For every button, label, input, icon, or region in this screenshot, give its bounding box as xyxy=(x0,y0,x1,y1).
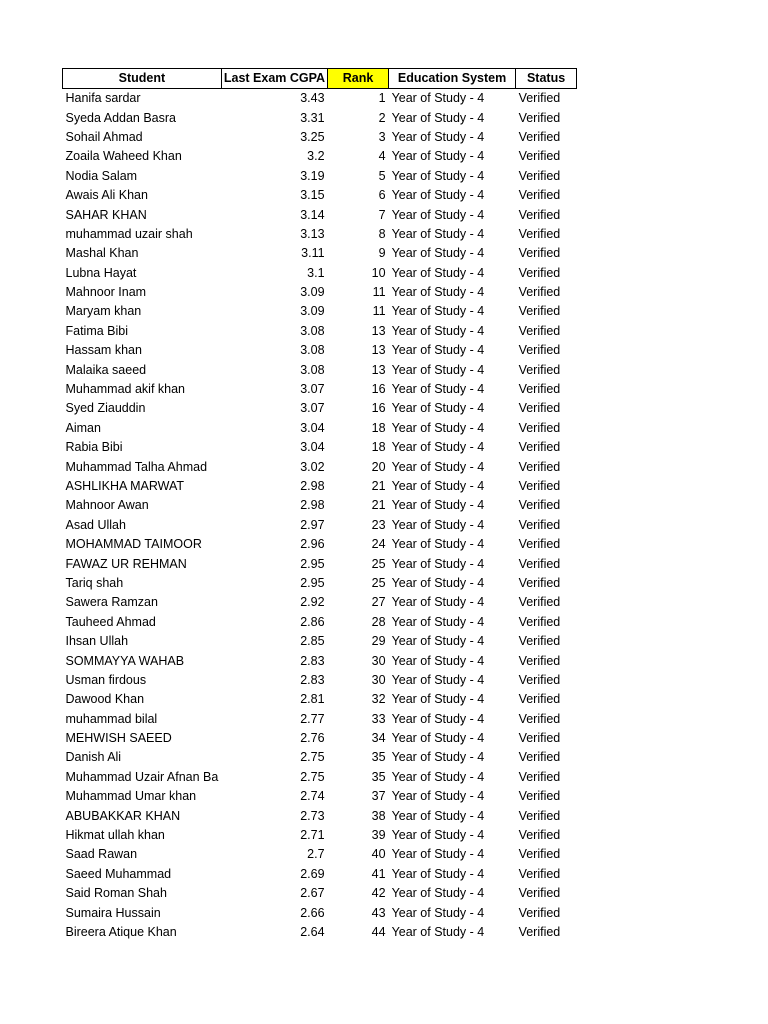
rank-cell[interactable]: 29 xyxy=(371,634,386,649)
education-system-cell[interactable]: Year of Study - 4 xyxy=(391,129,485,144)
cgpa-cell[interactable]: 2.83 xyxy=(300,672,325,687)
table-row xyxy=(63,380,577,399)
cgpa-cell[interactable]: 3.04 xyxy=(300,440,325,455)
student-ranking-table xyxy=(62,68,577,942)
cgpa-cell[interactable]: 2.69 xyxy=(300,866,325,881)
education-system-cell[interactable]: Year of Study - 4 xyxy=(391,575,485,590)
education-system-cell[interactable]: Year of Study - 4 xyxy=(391,304,485,319)
education-system-cell[interactable]: Year of Study - 4 xyxy=(391,886,485,901)
student-name-cell[interactable]: Muhammad akif khan xyxy=(65,382,186,397)
table-row xyxy=(63,457,577,476)
status-cell[interactable]: Verified xyxy=(518,91,561,106)
status-cell[interactable]: Verified xyxy=(518,285,561,300)
rank-cell[interactable]: 20 xyxy=(371,459,386,474)
table-row xyxy=(63,341,577,360)
student-name-cell[interactable]: Sawera Ramzan xyxy=(65,595,158,610)
table-row xyxy=(63,302,577,321)
student-name-cell[interactable]: Lubna Hayat xyxy=(65,265,137,280)
student-name-cell[interactable]: Syeda Addan Basra xyxy=(65,110,176,125)
education-system-cell[interactable]: Year of Study - 4 xyxy=(391,789,485,804)
table-row xyxy=(63,225,577,244)
cgpa-cell[interactable]: 3.09 xyxy=(300,304,325,319)
student-name-cell[interactable]: Muhammad Umar khan xyxy=(65,789,197,804)
status-cell[interactable]: Verified xyxy=(518,866,561,881)
table-row xyxy=(63,419,577,438)
status-cell[interactable]: Verified xyxy=(518,459,561,474)
table-row xyxy=(63,322,577,341)
education-system-cell[interactable]: Year of Study - 4 xyxy=(391,614,485,629)
rank-cell[interactable]: 23 xyxy=(371,517,386,532)
student-name-cell[interactable]: Tariq shah xyxy=(65,575,124,590)
rank-cell[interactable]: 42 xyxy=(371,886,386,901)
cgpa-cell[interactable]: 2.76 xyxy=(300,731,325,746)
rank-cell[interactable]: 18 xyxy=(371,440,386,455)
education-system-cell[interactable]: Year of Study - 4 xyxy=(391,808,485,823)
cgpa-cell[interactable]: 2.85 xyxy=(300,634,325,649)
table-body xyxy=(63,89,577,943)
table-row xyxy=(63,593,577,612)
rank-cell[interactable]: 32 xyxy=(371,692,386,707)
table-row xyxy=(63,865,577,884)
education-system-cell[interactable]: Year of Study - 4 xyxy=(391,924,485,939)
rank-cell[interactable]: 5 xyxy=(378,168,386,183)
rank-cell[interactable]: 39 xyxy=(371,828,386,843)
status-cell[interactable]: Verified xyxy=(518,886,561,901)
cgpa-cell[interactable]: 3.08 xyxy=(300,362,325,377)
cgpa-cell[interactable]: 2.7 xyxy=(307,847,325,862)
status-cell[interactable]: Verified xyxy=(518,614,561,629)
table-row xyxy=(63,690,577,709)
rank-cell[interactable]: 38 xyxy=(371,808,386,823)
education-system-cell[interactable]: Year of Study - 4 xyxy=(391,420,485,435)
cgpa-cell[interactable]: 2.92 xyxy=(300,595,325,610)
status-cell[interactable]: Verified xyxy=(518,828,561,843)
rank-cell[interactable]: 4 xyxy=(378,149,386,164)
rank-cell[interactable]: 18 xyxy=(371,420,386,435)
cgpa-cell[interactable]: 3.2 xyxy=(307,149,325,164)
status-cell[interactable]: Verified xyxy=(518,653,561,668)
table-row xyxy=(63,516,577,535)
student-name-cell[interactable]: Awais Ali Khan xyxy=(65,188,148,203)
education-system-cell[interactable]: Year of Study - 4 xyxy=(391,226,485,241)
status-cell[interactable]: Verified xyxy=(518,265,561,280)
cgpa-cell[interactable]: 3.02 xyxy=(300,459,325,474)
rank-cell[interactable]: 33 xyxy=(371,711,386,726)
student-name-cell[interactable]: Saad Rawan xyxy=(65,847,138,862)
status-cell[interactable]: Verified xyxy=(518,207,561,222)
rank-cell[interactable]: 44 xyxy=(371,924,386,939)
rank-cell[interactable]: 7 xyxy=(378,207,386,222)
education-system-cell[interactable]: Year of Study - 4 xyxy=(391,343,485,358)
education-system-cell[interactable]: Year of Study - 4 xyxy=(391,537,485,552)
cgpa-cell[interactable]: 2.81 xyxy=(300,692,325,707)
header-row xyxy=(63,69,577,89)
student-name-cell[interactable]: MOHAMMAD TAIMOOR xyxy=(65,537,202,552)
cgpa-cell[interactable]: 2.71 xyxy=(300,828,325,843)
cgpa-cell[interactable]: 2.73 xyxy=(300,808,325,823)
student-name-cell[interactable]: SAHAR KHAN xyxy=(65,207,147,222)
cgpa-cell[interactable]: 2.67 xyxy=(300,886,325,901)
rank-cell[interactable]: 1 xyxy=(378,91,386,106)
rank-cell[interactable]: 35 xyxy=(371,769,386,784)
education-system-cell[interactable]: Year of Study - 4 xyxy=(391,653,485,668)
status-cell[interactable]: Verified xyxy=(518,731,561,746)
cgpa-cell[interactable]: 2.95 xyxy=(300,575,325,590)
student-name-cell[interactable]: Bireera Atique Khan xyxy=(65,924,177,939)
rank-cell[interactable]: 27 xyxy=(371,595,386,610)
table-row xyxy=(63,438,577,457)
rank-cell[interactable]: 30 xyxy=(371,672,386,687)
student-name-cell[interactable]: Maryam khan xyxy=(65,304,142,319)
table-row xyxy=(63,186,577,205)
cgpa-cell[interactable]: 2.75 xyxy=(300,750,325,765)
education-system-cell[interactable]: Year of Study - 4 xyxy=(391,207,485,222)
table-row xyxy=(63,360,577,379)
status-cell[interactable]: Verified xyxy=(518,692,561,707)
rank-cell[interactable]: 11 xyxy=(372,285,386,300)
table-row xyxy=(63,283,577,302)
student-name-cell[interactable]: Danish Ali xyxy=(65,750,122,765)
cgpa-cell[interactable]: 3.04 xyxy=(300,420,325,435)
table-row xyxy=(63,632,577,651)
table-row xyxy=(63,399,577,418)
education-system-cell[interactable]: Year of Study - 4 xyxy=(391,149,485,164)
status-cell[interactable]: Verified xyxy=(518,362,561,377)
rank-cell[interactable]: 28 xyxy=(371,614,386,629)
education-system-cell[interactable]: Year of Study - 4 xyxy=(391,595,485,610)
student-name-cell[interactable]: Dawood Khan xyxy=(65,692,145,707)
education-system-cell[interactable]: Year of Study - 4 xyxy=(391,246,485,261)
student-name-cell[interactable]: Fatima Bibi xyxy=(65,323,129,338)
rank-cell[interactable]: 41 xyxy=(371,866,386,881)
student-name-cell[interactable]: Sohail Ahmad xyxy=(65,129,143,144)
rank-cell[interactable]: 40 xyxy=(371,847,386,862)
cgpa-cell[interactable]: 3.14 xyxy=(300,207,325,222)
cgpa-cell[interactable]: 2.66 xyxy=(300,905,325,920)
rank-cell[interactable]: 16 xyxy=(371,401,386,416)
education-system-cell[interactable]: Year of Study - 4 xyxy=(391,382,485,397)
cgpa-cell[interactable]: 3.13 xyxy=(300,226,325,241)
rank-cell[interactable]: 37 xyxy=(371,789,386,804)
status-cell[interactable]: Verified xyxy=(518,924,561,939)
cgpa-cell[interactable]: 3.11 xyxy=(301,246,325,261)
cgpa-cell[interactable]: 3.25 xyxy=(300,129,325,144)
cgpa-cell[interactable]: 3.43 xyxy=(300,91,325,106)
status-cell[interactable]: Verified xyxy=(518,440,561,455)
table-row xyxy=(63,651,577,670)
rank-cell[interactable]: 30 xyxy=(371,653,386,668)
cgpa-cell[interactable]: 3.09 xyxy=(300,285,325,300)
education-system-cell[interactable]: Year of Study - 4 xyxy=(391,711,485,726)
education-system-cell[interactable]: Year of Study - 4 xyxy=(391,828,485,843)
status-cell[interactable]: Verified xyxy=(518,188,561,203)
status-cell[interactable]: Verified xyxy=(518,420,561,435)
table-row xyxy=(63,768,577,787)
status-cell[interactable]: Verified xyxy=(518,808,561,823)
cgpa-cell[interactable]: 3.08 xyxy=(300,323,325,338)
table-row xyxy=(63,264,577,283)
education-system-cell[interactable]: Year of Study - 4 xyxy=(391,168,485,183)
student-name-cell[interactable]: Malaika saeed xyxy=(65,362,147,377)
student-name-cell[interactable]: ASHLIKHA MARWAT xyxy=(65,479,185,493)
table-row xyxy=(63,535,577,554)
header-status[interactable]: Status xyxy=(516,69,577,89)
rank-cell[interactable]: 13 xyxy=(371,343,386,358)
status-cell[interactable]: Verified xyxy=(518,847,561,862)
table-row xyxy=(63,671,577,690)
education-system-cell[interactable]: Year of Study - 4 xyxy=(391,285,485,300)
cgpa-cell[interactable]: 3.19 xyxy=(300,168,325,183)
header-cgpa[interactable]: Last Exam CGPA xyxy=(221,69,327,89)
status-cell[interactable]: Verified xyxy=(518,246,561,261)
student-name-cell[interactable]: Usman firdous xyxy=(65,672,147,687)
status-cell[interactable]: Verified xyxy=(518,595,561,610)
table-row xyxy=(63,128,577,147)
rank-cell[interactable]: 11 xyxy=(372,304,386,319)
status-cell[interactable]: Verified xyxy=(518,905,561,920)
table-row xyxy=(63,496,577,515)
table-row xyxy=(63,244,577,263)
table-row xyxy=(63,147,577,166)
education-system-cell[interactable]: Year of Study - 4 xyxy=(391,731,485,746)
education-system-cell[interactable]: Year of Study - 4 xyxy=(391,556,485,571)
table-row xyxy=(63,477,577,496)
cgpa-cell[interactable]: 2.83 xyxy=(300,653,325,668)
rank-cell[interactable]: 8 xyxy=(378,226,386,241)
cgpa-cell[interactable]: 2.98 xyxy=(300,479,325,493)
status-cell[interactable]: Verified xyxy=(518,304,561,319)
student-name-cell[interactable]: MEHWISH SAEED xyxy=(65,731,172,746)
education-system-cell[interactable]: Year of Study - 4 xyxy=(391,91,485,106)
table-row xyxy=(63,845,577,864)
status-cell[interactable]: Verified xyxy=(518,498,561,513)
cgpa-cell[interactable]: 2.74 xyxy=(300,789,325,804)
rank-cell[interactable]: 24 xyxy=(371,537,386,552)
table-row xyxy=(63,748,577,767)
table-row xyxy=(63,710,577,729)
status-cell[interactable]: Verified xyxy=(518,750,561,765)
cgpa-cell[interactable]: 3.15 xyxy=(300,188,325,203)
cgpa-cell[interactable]: 3.1 xyxy=(307,265,325,280)
education-system-cell[interactable]: Year of Study - 4 xyxy=(391,440,485,455)
cgpa-cell[interactable]: 2.97 xyxy=(300,517,325,532)
status-cell[interactable]: Verified xyxy=(518,343,561,358)
rank-cell[interactable]: 10 xyxy=(371,265,386,280)
table-row xyxy=(63,806,577,825)
rank-cell[interactable]: 21 xyxy=(371,479,386,493)
education-system-cell[interactable]: Year of Study - 4 xyxy=(391,188,485,203)
education-system-cell[interactable]: Year of Study - 4 xyxy=(391,692,485,707)
table-row xyxy=(63,554,577,573)
table-row xyxy=(63,89,577,109)
rank-cell[interactable]: 25 xyxy=(371,556,386,571)
student-name-cell[interactable]: Ihsan Ullah xyxy=(65,634,129,649)
table-row xyxy=(63,903,577,922)
table-row xyxy=(63,826,577,845)
education-system-cell[interactable]: Year of Study - 4 xyxy=(391,110,485,125)
cgpa-cell[interactable]: 2.95 xyxy=(300,556,325,571)
student-name-cell[interactable]: Asad Ullah xyxy=(65,517,126,532)
status-cell[interactable]: Verified xyxy=(518,575,561,590)
status-cell[interactable]: Verified xyxy=(518,517,561,532)
student-name-cell[interactable]: muhammad uzair shah xyxy=(65,226,193,241)
status-cell[interactable]: Verified xyxy=(518,769,561,784)
rank-cell[interactable]: 35 xyxy=(371,750,386,765)
cgpa-cell[interactable]: 3.07 xyxy=(300,401,325,416)
status-cell[interactable]: Verified xyxy=(518,323,561,338)
student-name-cell[interactable]: Mashal Khan xyxy=(65,246,139,261)
rank-cell[interactable]: 43 xyxy=(371,905,386,920)
status-cell[interactable]: Verified xyxy=(518,226,561,241)
student-name-cell[interactable]: Muhammad Uzair Afnan Ba xyxy=(65,769,219,784)
education-system-cell[interactable]: Year of Study - 4 xyxy=(391,479,485,493)
rank-cell[interactable]: 13 xyxy=(371,323,386,338)
status-cell[interactable]: Verified xyxy=(518,634,561,649)
student-name-cell[interactable]: Hikmat ullah khan xyxy=(65,828,165,843)
status-cell[interactable]: Verified xyxy=(518,556,561,571)
table-row xyxy=(63,787,577,806)
education-system-cell[interactable]: Year of Study - 4 xyxy=(391,905,485,920)
rank-cell[interactable]: 3 xyxy=(378,129,386,144)
cgpa-cell[interactable]: 2.77 xyxy=(300,711,325,726)
student-name-cell[interactable]: ABUBAKKAR KHAN xyxy=(65,808,181,823)
education-system-cell[interactable]: Year of Study - 4 xyxy=(391,401,485,416)
status-cell[interactable]: Verified xyxy=(518,401,561,416)
student-name-cell[interactable]: Tauheed Ahmad xyxy=(65,614,156,629)
rank-cell[interactable]: 13 xyxy=(371,362,386,377)
student-name-cell[interactable]: Mahnoor Inam xyxy=(65,285,147,300)
cgpa-cell[interactable]: 2.64 xyxy=(300,924,325,939)
cgpa-cell[interactable]: 2.75 xyxy=(300,769,325,784)
student-name-cell[interactable]: Said Roman Shah xyxy=(65,886,167,901)
cgpa-cell[interactable]: 3.31 xyxy=(300,110,325,125)
table-row xyxy=(63,108,577,127)
student-name-cell[interactable]: SOMMAYYA WAHAB xyxy=(65,653,185,668)
table-row xyxy=(63,613,577,632)
rank-cell[interactable]: 2 xyxy=(378,110,386,125)
education-system-cell[interactable]: Year of Study - 4 xyxy=(391,866,485,881)
student-name-cell[interactable]: Mahnoor Awan xyxy=(65,498,149,513)
header-student[interactable]: Student xyxy=(63,69,222,89)
student-name-cell[interactable]: Muhammad Talha Ahmad xyxy=(65,459,208,474)
student-name-cell[interactable]: Aiman xyxy=(65,420,101,435)
table-row xyxy=(63,923,577,942)
status-cell[interactable]: Verified xyxy=(518,149,561,164)
education-system-cell[interactable]: Year of Study - 4 xyxy=(391,750,485,765)
education-system-cell[interactable]: Year of Study - 4 xyxy=(391,672,485,687)
table-row xyxy=(63,167,577,186)
education-system-cell[interactable]: Year of Study - 4 xyxy=(391,323,485,338)
student-name-cell[interactable]: Hanifa sardar xyxy=(65,91,141,106)
cgpa-cell[interactable]: 2.86 xyxy=(300,614,325,629)
student-name-cell[interactable]: FAWAZ UR REHMAN xyxy=(65,556,187,571)
header-rank[interactable]: Rank xyxy=(328,69,389,89)
status-cell[interactable]: Verified xyxy=(518,537,561,552)
student-name-cell[interactable]: Zoaila Waheed Khan xyxy=(65,149,182,164)
student-name-cell[interactable]: muhammad bilal xyxy=(65,711,158,726)
status-cell[interactable]: Verified xyxy=(518,479,561,493)
table-row xyxy=(63,884,577,903)
education-system-cell[interactable]: Year of Study - 4 xyxy=(391,517,485,532)
education-system-cell[interactable]: Year of Study - 4 xyxy=(391,847,485,862)
rank-cell[interactable]: 25 xyxy=(371,575,386,590)
student-name-cell[interactable]: Nodia Salam xyxy=(65,168,138,183)
student-name-cell[interactable]: Rabia Bibi xyxy=(65,440,123,455)
student-name-cell[interactable]: Saeed Muhammad xyxy=(65,866,172,881)
student-name-cell[interactable]: Syed Ziauddin xyxy=(65,401,146,416)
rank-cell[interactable]: 21 xyxy=(371,498,386,513)
status-cell[interactable]: Verified xyxy=(518,711,561,726)
header-education-system[interactable]: Education System xyxy=(389,69,516,89)
rank-cell[interactable]: 9 xyxy=(378,246,386,261)
status-cell[interactable]: Verified xyxy=(518,168,561,183)
cgpa-cell[interactable]: 3.07 xyxy=(300,382,325,397)
education-system-cell[interactable]: Year of Study - 4 xyxy=(391,498,485,513)
rank-cell[interactable]: 34 xyxy=(371,731,386,746)
cgpa-cell[interactable]: 2.98 xyxy=(300,498,325,513)
education-system-cell[interactable]: Year of Study - 4 xyxy=(391,769,485,784)
status-cell[interactable]: Verified xyxy=(518,672,561,687)
cgpa-cell[interactable]: 2.96 xyxy=(300,537,325,552)
status-cell[interactable]: Verified xyxy=(518,789,561,804)
student-name-cell[interactable]: Hassam khan xyxy=(65,343,142,358)
student-name-cell[interactable]: Sumaira Hussain xyxy=(65,905,161,920)
education-system-cell[interactable]: Year of Study - 4 xyxy=(391,459,485,474)
status-cell[interactable]: Verified xyxy=(518,110,561,125)
education-system-cell[interactable]: Year of Study - 4 xyxy=(391,362,485,377)
table-row xyxy=(63,729,577,748)
rank-cell[interactable]: 16 xyxy=(371,382,386,397)
rank-cell[interactable]: 6 xyxy=(378,188,386,203)
status-cell[interactable]: Verified xyxy=(518,382,561,397)
education-system-cell[interactable]: Year of Study - 4 xyxy=(391,265,485,280)
table-row xyxy=(63,574,577,593)
table-row xyxy=(63,205,577,224)
education-system-cell[interactable]: Year of Study - 4 xyxy=(391,634,485,649)
cgpa-cell[interactable]: 3.08 xyxy=(300,343,325,358)
status-cell[interactable]: Verified xyxy=(518,129,561,144)
